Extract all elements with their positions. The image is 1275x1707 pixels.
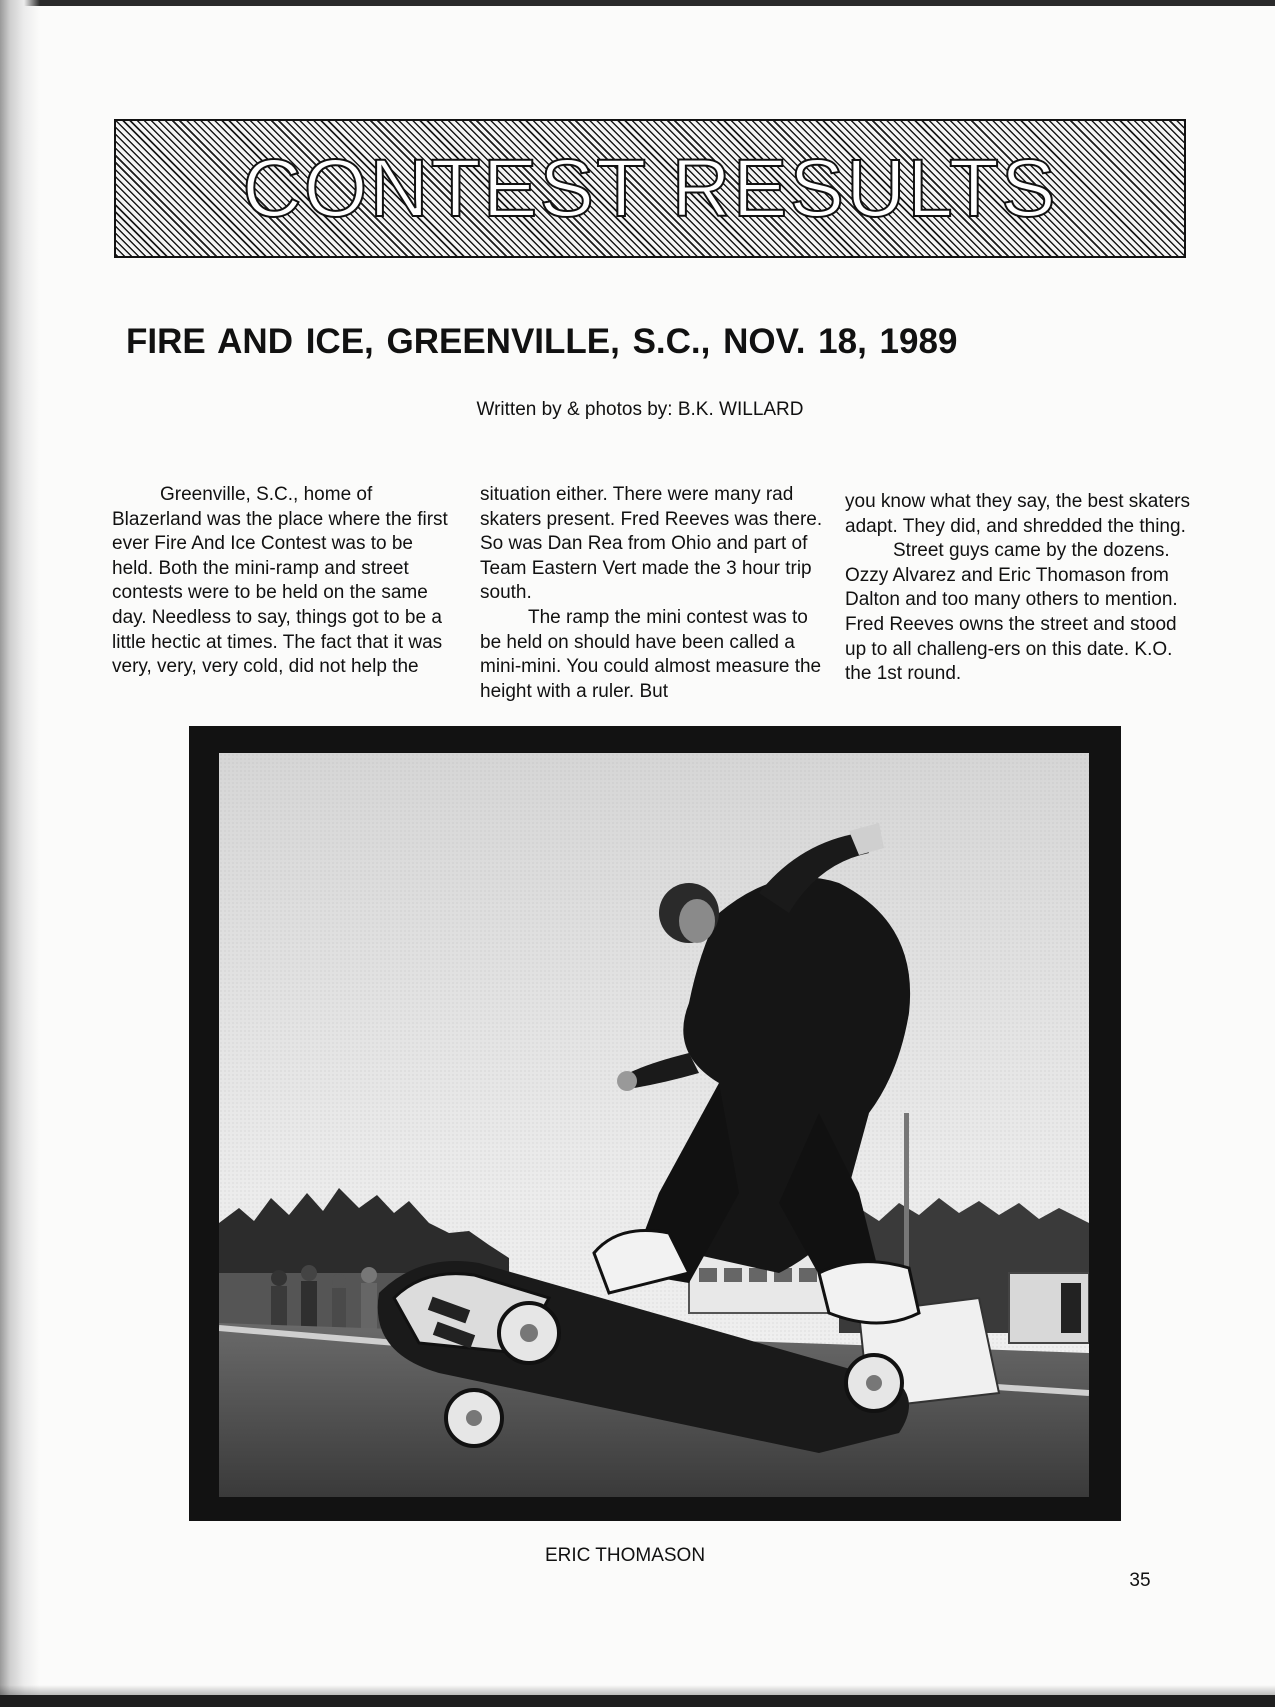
scan-left-edge xyxy=(0,0,40,1707)
photo-frame xyxy=(189,726,1121,1521)
scan-top-edge xyxy=(0,0,1275,6)
column-1-paragraph-1: Greenville, S.C., home of Blazerland was the place where the first ever Fire And Ice Contest was to be held. Both the mini-ramp and street contests were to be held on the same day. Needless to say, things got to be a little hectic at times. The fact that it was very, very, very cold, did not help the xyxy=(112,484,448,678)
column-2-paragraph-1: situation either. There were many rad skaters present. Fred Reeves was there. So was Dan Rea from Ohio and part of Team Eastern Vert made the 3 hour trip south. xyxy=(480,484,823,604)
article-column-2 xyxy=(480,483,825,704)
page-number: 35 xyxy=(1129,1570,1151,1591)
article-column-3 xyxy=(845,490,1190,687)
photo-caption: ERIC THOMASON xyxy=(544,1545,706,1566)
scan-bottom-edge xyxy=(0,1695,1275,1707)
article-byline: Written by & photos by: B.K. WILLARD xyxy=(476,399,804,420)
section-banner xyxy=(114,119,1186,258)
article-headline: FIRE AND ICE, GREENVILLE, S.C., NOV. 18, 1989 xyxy=(126,322,958,361)
scan-bottom-shadow xyxy=(0,1685,1275,1695)
article-column-1 xyxy=(112,483,457,680)
column-2-paragraph-2: The ramp the mini contest was to be held on should have been called a mini-mini. You could almost measure the height with a ruler. But xyxy=(480,606,822,702)
banner-title: CONTEST RESULTS xyxy=(242,142,1058,234)
column-3-paragraph-2: Street guys came by the dozens. Ozzy Alvarez and Eric Thomason from Dalton and too many others to mention. Fred Reeves owns the street and stood up to all challeng-ers on this date. K.O. the 1st round. xyxy=(845,540,1178,685)
skateboarder-photo xyxy=(219,753,1089,1497)
column-3-paragraph-1: you know what they say, the best skaters adapt. They did, and shredded the thing. xyxy=(845,491,1190,537)
